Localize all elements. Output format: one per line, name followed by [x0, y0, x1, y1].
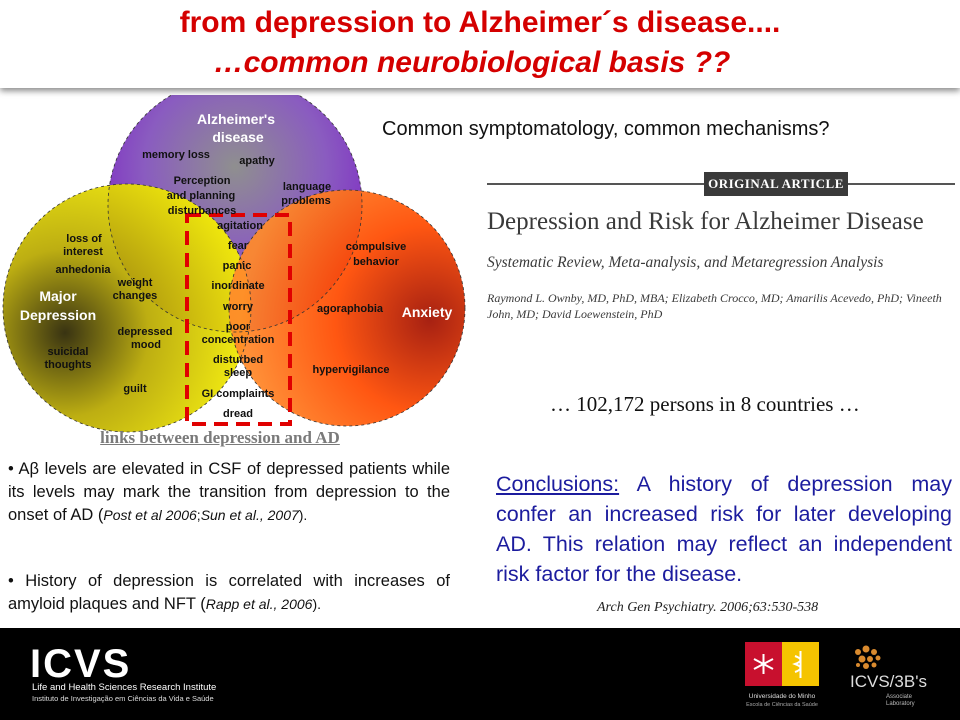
article-authors: Raymond L. Ownby, MD, PhD, MBA; Elizabeth Crocco, MD; Amarilis Acevedo, PhD; Vineeth John, MD; David Loewenstein, PhD [487, 291, 942, 321]
symptom-label: hypervigilance [312, 364, 390, 376]
citation-tail: ). [298, 507, 308, 523]
conclusion-paragraph [496, 469, 952, 589]
symptom-label: agitation [217, 220, 263, 232]
symptom-label: concentration [201, 334, 275, 346]
icvs-logo-letters: ICVS [30, 642, 132, 686]
dots-cluster-icon [852, 644, 892, 672]
symptom-label: panic [222, 260, 252, 272]
symptom-label: mood [131, 339, 161, 351]
symptom-label: anhedonia [55, 264, 111, 276]
bullet-text: • History of depression is correlated with increases of amyloid plaques and NFT ( [8, 572, 450, 613]
symptom-label: behavior [353, 256, 399, 268]
alzheimers-label-line1: Alzheimer's [196, 111, 276, 127]
anxiety-label: Anxiety [401, 304, 453, 320]
icvs-logo-subtitle-pt: Instituto de Investigação em Ciências da Vida e Saúde [32, 694, 214, 703]
icvs-logo [30, 642, 217, 712]
symptom-label: and planning [166, 190, 236, 202]
question-heading: Common symptomatology, common mechanisms? [382, 118, 830, 140]
star-icon [745, 642, 782, 686]
symptom-label: suicidal [47, 346, 89, 358]
uminho-logo-yellow-block [782, 642, 819, 686]
title-bar [0, 0, 960, 88]
article-subtitle: Systematic Review, Meta-analysis, and Metaregression Analysis [487, 254, 884, 271]
symptom-label: apathy [239, 155, 275, 167]
uminho-logo-school: Escola de Ciências da Saúde [746, 702, 818, 708]
symptom-label: problems [281, 195, 331, 207]
symptom-label: weight [117, 277, 153, 289]
symptom-label: dread [223, 408, 253, 420]
journal-citation: Arch Gen Psychiatry. 2006;63:530-538 [597, 600, 819, 615]
citation [103, 507, 307, 523]
symptom-label: compulsive [345, 241, 407, 253]
conclusion-text: A history of depression may confer an increased risk for later developing AD. This relation may reflect an independent risk factor for the disease. [496, 472, 952, 586]
symptom-label: poor [225, 321, 251, 333]
article-title: Depression and Risk for Alzheimer Disease [487, 208, 924, 235]
caduceus-icon [782, 642, 819, 686]
symptom-label: worry [223, 301, 253, 313]
symptom-label: sleep [223, 367, 253, 379]
uminho-logo-red-block [745, 642, 782, 686]
symptom-label: changes [112, 290, 158, 302]
symptom-label: loss of [66, 233, 102, 245]
conclusion-lead: Conclusions: [496, 472, 620, 496]
icvs3b-logo-subtitle: Associate Laboratory [886, 694, 915, 707]
bullet-csf [8, 458, 450, 527]
citation-rapp: Rapp et al., 2006 [205, 596, 313, 612]
footer-bar [0, 628, 960, 720]
symptom-label: interest [63, 246, 103, 258]
bullet-text: • Aβ levels are elevated in CSF of depressed patients while its levels may mark the transition from depression to the onset of AD ( [8, 460, 450, 524]
icvs3b-logo [848, 642, 948, 712]
depression-label-line2: Depression [19, 307, 97, 323]
persons-count: … 102,172 persons in 8 countries … [550, 392, 860, 416]
symptom-label: agoraphobia [316, 303, 384, 315]
depression-label-line1: Major [39, 288, 77, 304]
citation [206, 596, 321, 612]
citation-separator: ; [196, 507, 201, 523]
citation-tail: ). [312, 596, 321, 612]
symptom-label: memory loss [142, 149, 210, 161]
icvs-logo-subtitle: Life and Health Sciences Research Institute [32, 682, 217, 693]
symptom-label: disturbances [167, 205, 237, 217]
icvs3b-logo-text: ICVS/3B's [850, 672, 927, 691]
slide-title-line1: from depression to Alzheimer´s disease.... [179, 6, 781, 39]
uminho-logo [737, 642, 827, 716]
symptom-label: thoughts [44, 359, 92, 371]
symptom-label: inordinate [211, 280, 265, 292]
symptom-label: language [282, 181, 332, 193]
article-badge: ORIGINAL ARTICLE [704, 172, 848, 196]
alzheimers-label-line2: disease [212, 129, 264, 145]
bullet-history [8, 570, 450, 616]
links-title: links between depression and AD [100, 428, 340, 447]
symptom-label: fear [227, 240, 249, 252]
symptom-label: GI complaints [201, 388, 275, 400]
symptom-label: depressed [117, 326, 173, 338]
symptom-label: disturbed [212, 354, 264, 366]
symptom-label: Perception [173, 175, 231, 187]
slide-title-line2: …common neurobiological basis ?? [213, 46, 731, 79]
uminho-logo-name: Universidade do Minho [748, 693, 816, 700]
citation-sun: Sun et al., 2007 [200, 507, 299, 523]
symptom-label: guilt [123, 383, 147, 395]
citation-post: Post et al 2006 [103, 507, 197, 523]
venn-diagram [0, 95, 480, 435]
